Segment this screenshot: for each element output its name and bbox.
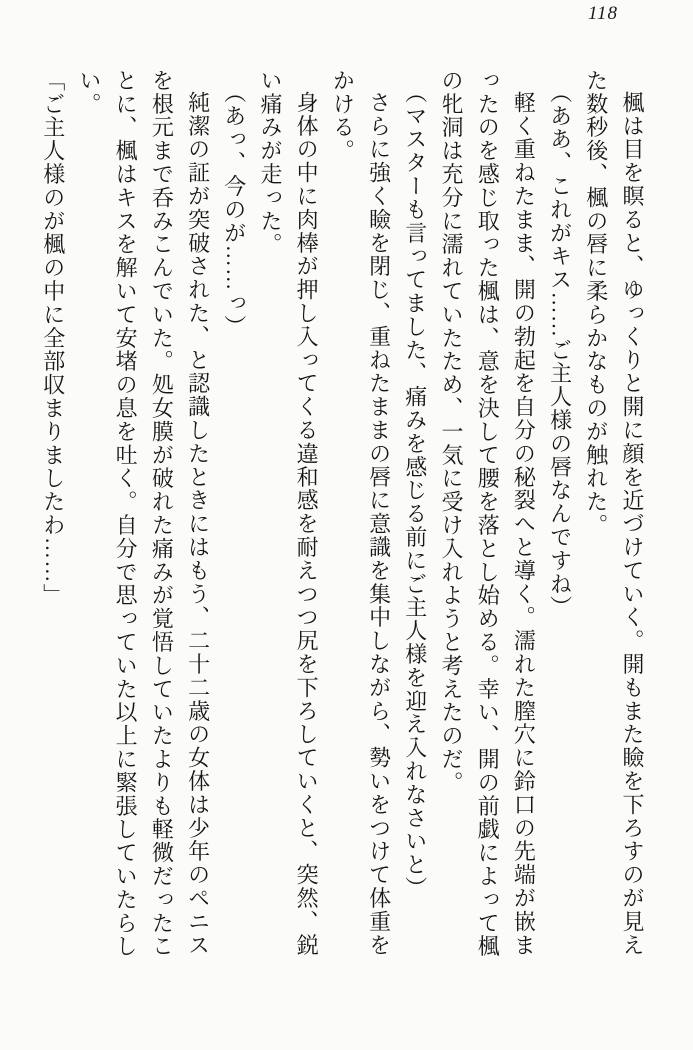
body-text <box>35 69 650 963</box>
paragraph-dialogue: 「ご主人様のが楓の中に全部収まりましたわ……」 <box>40 69 66 608</box>
page-number: 118 <box>587 3 619 24</box>
paragraph: 楓は目を瞑ると、ゆっくりと開に顔を近づけていく。開もまた瞼を下ろすのが見えた数秒後、楓の唇に柔らかなものが触れた。 <box>583 69 645 957</box>
paragraph: 身体の中に肉棒が押し入ってくる違和感を耐えつつ尻を下ろしていくと、突然、鋭い痛みが走った。 <box>257 69 320 957</box>
paragraph: さらに強く瞼を閉じ、重ねたままの唇に意識を集中しながら、勢いをつけて体重をかける。 <box>330 69 392 957</box>
paragraph-thought: （ああ、これがキス……ご主人様の唇なんですね） <box>547 81 573 620</box>
paragraph: 純潔の証が突破された、と認識したときにはもう、二十二歳の女体は少年のペニスを根元まで呑みこんでいた。処女膜が破れた痛みが覚悟していたよりも軽微だったことに、楓はキスを解いて安堵の息を吐く。自分で思っていた以上に緊張していたらしい。 <box>76 69 211 959</box>
paragraph: 軽く重ねたまま、開の勃起を自分の秘裂へと導く。濡れた膣穴に鈴口の先端が嵌まったのを感じ取った楓は、意を決して腰を落とし始める。幸い、開の前戯によって楓の牝洞は充分に濡れていたため、一気に受け入れようと考えたのだ。 <box>438 69 537 959</box>
paragraph-thought: （マスターも言ってました、痛みを感じる前にご主人様を迎え入れなさいと） <box>402 81 428 901</box>
paragraph-thought: （あっ、今のが……っ） <box>221 81 247 339</box>
